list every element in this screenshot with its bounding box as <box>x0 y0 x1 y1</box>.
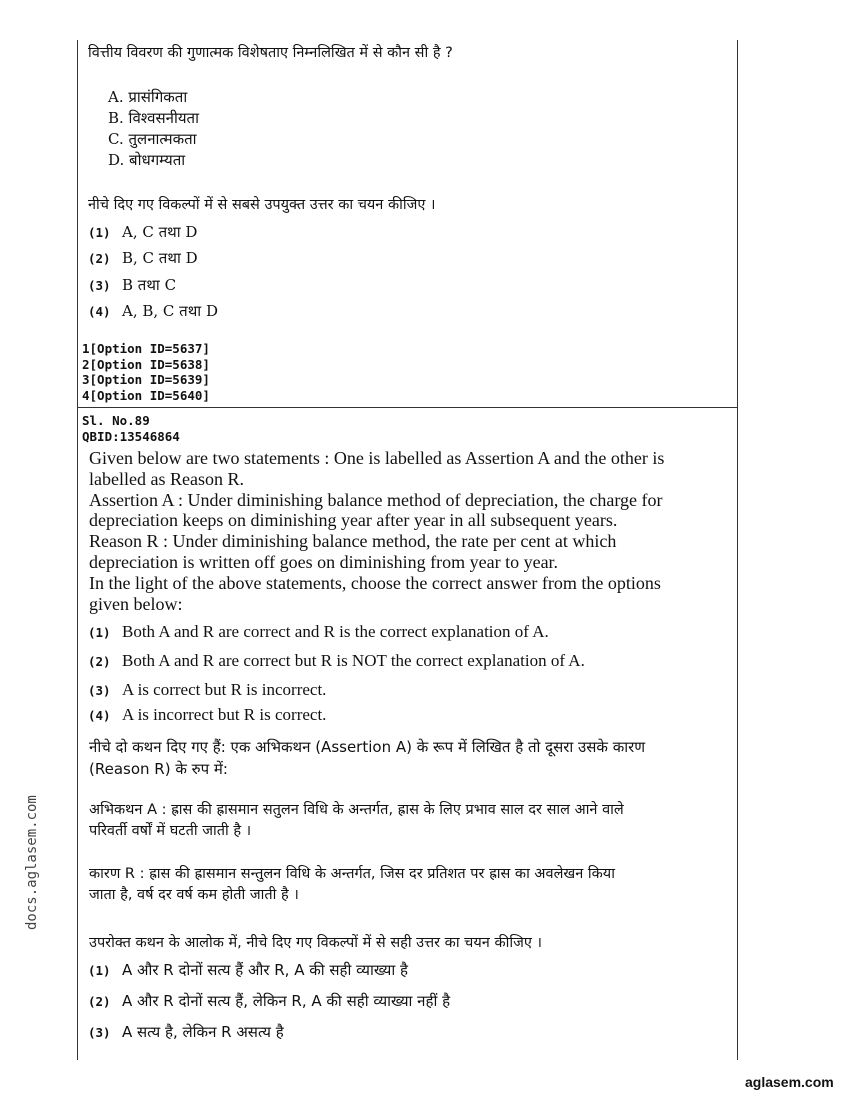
option-3 <box>88 275 176 295</box>
option-number: (1) <box>88 625 111 640</box>
question-line: depreciation keeps on diminishing year after year in all subsequent years. <box>89 510 618 531</box>
option-id-list <box>82 341 210 403</box>
english-option-4 <box>88 705 326 725</box>
option-number: (3) <box>88 278 111 293</box>
hindi-instruction: उपरोक्त कथन के आलोक में, नीचे दिए गए विकल्पों में से सही उत्तर का चयन कीजिए । <box>89 935 542 951</box>
option-number: (4) <box>88 708 111 723</box>
option-text: A, B, C तथा D <box>122 302 218 320</box>
question-89-header <box>82 413 180 444</box>
statement-c: C. तुलनात्मकता <box>108 130 197 148</box>
page-frame-left <box>77 40 78 1060</box>
option-id: 4[Option ID=5640] <box>82 387 210 403</box>
statement-d: D. बोधगम्यता <box>108 151 186 169</box>
option-number: (1) <box>88 963 111 978</box>
question-line: Given below are two statements : One is labelled as Assertion A and the other is <box>89 448 665 468</box>
option-2 <box>88 248 198 268</box>
hindi-reason <box>89 864 615 906</box>
option-text: A is correct but R is incorrect. <box>122 680 327 699</box>
reason-line: कारण R : ह्रास की ह्रासमान सन्तुलन विधि के अन्तर्गत, जिस दर प्रतिशत पर ह्रास का अवलेखन किया <box>89 866 615 882</box>
option-number: (2) <box>88 994 111 1009</box>
hindi-option-2 <box>88 991 450 1011</box>
option-text: B, C तथा D <box>122 249 198 267</box>
english-option-3 <box>88 680 326 700</box>
question-divider <box>77 407 738 408</box>
option-number: (2) <box>88 251 111 266</box>
option-id: 2[Option ID=5638] <box>82 356 210 372</box>
english-question <box>89 448 664 614</box>
side-watermark: docs.aglasem.com <box>24 795 40 930</box>
hindi-intro <box>89 736 645 780</box>
hindi-option-3 <box>88 1022 284 1042</box>
question-line: labelled as Reason R. <box>89 468 244 489</box>
option-text: A और R दोनों सत्य हैं और R, A की सही व्याख्या है <box>122 961 408 979</box>
option-text: A और R दोनों सत्य हैं, लेकिन R, A की सही व्याख्या नहीं है <box>122 992 451 1010</box>
option-id: 1[Option ID=5637] <box>82 341 210 356</box>
option-text: Both A and R are correct and R is the correct explanation of A. <box>122 622 549 641</box>
question-line: Reason R : Under diminishing balance method, the rate per cent at which <box>89 531 617 552</box>
statement-a: A. प्रासंगिकता <box>108 88 188 106</box>
question-text: वित्तीय विवरण की गुणात्मक विशेषताए निम्नलिखित में से कौन सी है ? <box>88 45 453 61</box>
option-text: B तथा C <box>122 276 177 294</box>
assertion-line: अभिकथन A : ह्रास की ह्रासमान सतुलन विधि के अन्तर्गत, ह्रास के लिए प्रभाव साल दर साल आने वाले <box>89 802 624 818</box>
statement-b: B. विश्वसनीयता <box>108 109 199 127</box>
instruction-text: नीचे दिए गए विकल्पों में से सबसे उपयुक्त उत्तर का चयन कीजिए । <box>88 197 436 213</box>
qbid: QBID:13546864 <box>82 428 180 444</box>
english-option-1 <box>88 622 549 642</box>
question-line: depreciation is written off goes on diminishing from year to year. <box>89 551 559 572</box>
option-4 <box>88 301 218 321</box>
reason-line: जाता है, वर्ष दर वर्ष कम होती जाती है । <box>89 887 299 903</box>
question-line: Assertion A : Under diminishing balance method of depreciation, the charge for <box>89 489 663 510</box>
question-line: In the light of the above statements, choose the correct answer from the options <box>89 572 661 593</box>
option-number: (3) <box>88 683 111 698</box>
intro-line: (Reason R) के रुप में: <box>89 760 228 778</box>
hindi-assertion <box>89 800 624 842</box>
serial-number: Sl. No.89 <box>82 413 150 428</box>
option-number: (4) <box>88 304 111 319</box>
option-text: A is incorrect but R is correct. <box>122 705 327 724</box>
option-number: (1) <box>88 225 111 240</box>
page-frame-right <box>737 40 738 1060</box>
option-1 <box>88 222 197 242</box>
intro-line: नीचे दो कथन दिए गए हैं: एक अभिकथन (Assertion A) के रूप में लिखित है तो दूसरा उसके कारण <box>89 738 646 756</box>
footer-brand-link[interactable]: aglasem.com <box>745 1074 834 1090</box>
question-line: given below: <box>89 593 183 614</box>
option-id: 3[Option ID=5639] <box>82 372 210 387</box>
hindi-option-1 <box>88 960 408 980</box>
option-text: A सत्य है, लेकिन R असत्य है <box>122 1023 284 1041</box>
option-text: A, C तथा D <box>122 223 198 241</box>
option-number: (3) <box>88 1025 111 1040</box>
assertion-line: परिवर्ती वर्षों में घटती जाती है । <box>89 823 252 839</box>
option-text: Both A and R are correct but R is NOT the correct explanation of A. <box>122 651 585 670</box>
option-number: (2) <box>88 654 111 669</box>
english-option-2 <box>88 651 585 671</box>
